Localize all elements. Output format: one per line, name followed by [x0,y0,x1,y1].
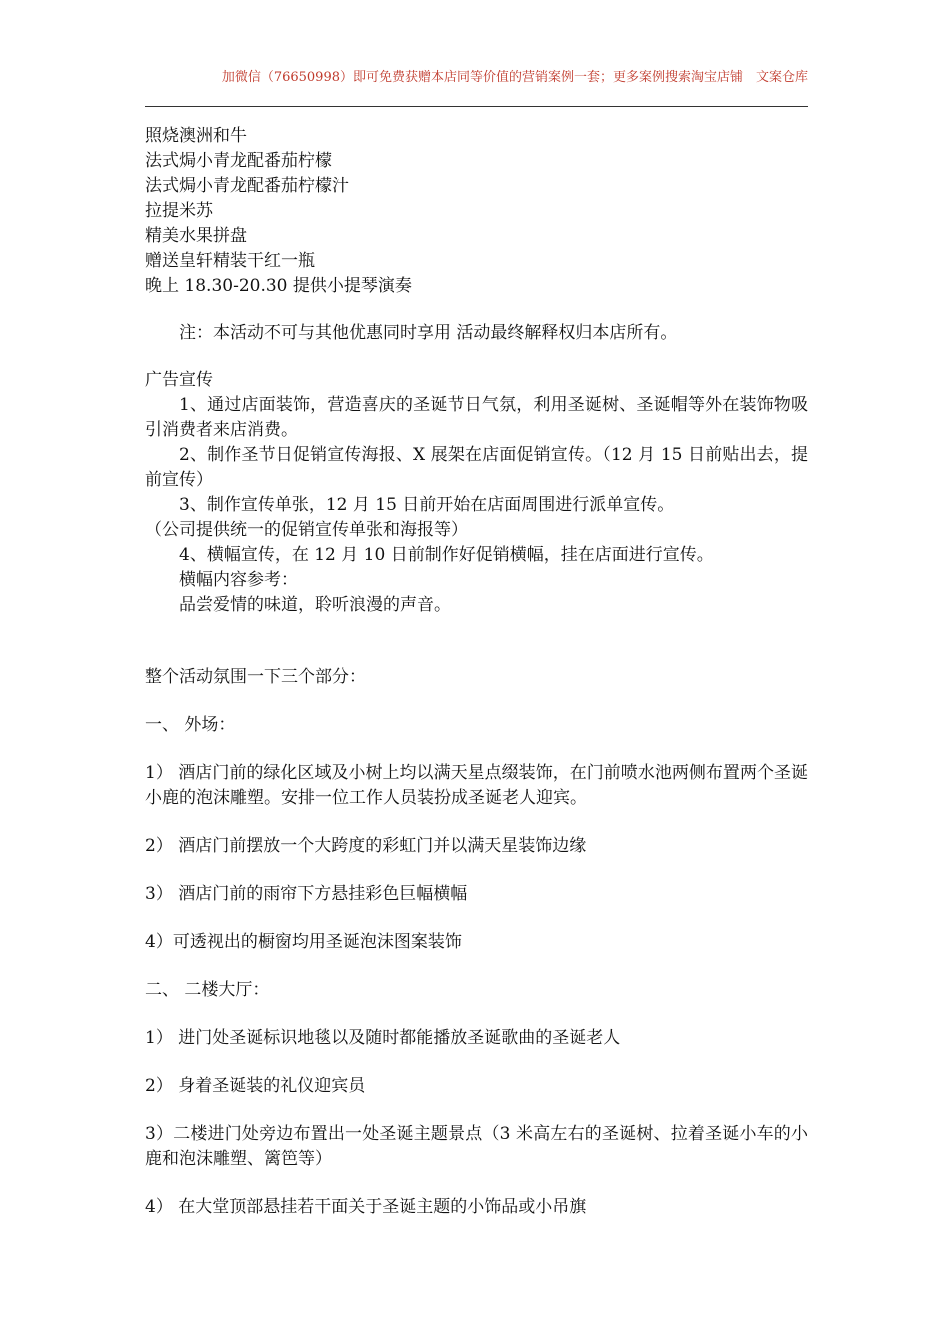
ad-item: 2、制作圣节日促销宣传海报、X 展架在店面促销宣传。（12 月 15 日前贴出去，提前宣传） [145,445,808,490]
list-item: 3）二楼进门处旁边布置出一处圣诞主题景点（3 米高左右的圣诞树、拉着圣诞小车的小鹿和泡沫雕塑、篱笆等） [145,1124,808,1169]
section-title: 二、 二楼大厅： [145,980,270,1000]
disclaimer-note: 注：本活动不可与其他优惠同时享用 活动最终解释权归本店所有。 [179,323,678,343]
ad-heading: 广告宣传 [145,370,213,390]
list-item: 2） 身着圣诞装的礼仪迎宾员 [145,1076,366,1096]
banner-text: 品尝爱情的味道，聆听浪漫的声音。 [179,595,451,615]
ad-item: 4、横幅宣传，在 12 月 10 日前制作好促销横幅，挂在店面进行宣传。 [179,545,714,565]
list-item: 4） 在大堂顶部悬挂若干面关于圣诞主题的小饰品或小吊旗 [145,1197,587,1217]
menu-item: 法式焗小青龙配番茄柠檬 [145,151,332,171]
menu-item: 赠送皇轩精装干红一瓶 [145,251,315,271]
menu-item: 法式焗小青龙配番茄柠檬汁 [145,176,349,196]
menu-item: 照烧澳洲和牛 [145,126,247,146]
list-item: 3） 酒店门前的雨帘下方悬挂彩色巨幅横幅 [145,884,468,904]
section-title: 一、 外场： [145,715,236,735]
document-body [145,124,808,1220]
menu-item: 拉提米苏 [145,201,213,221]
list-item: 1） 进门处圣诞标识地毯以及随时都能播放圣诞歌曲的圣诞老人 [145,1028,621,1048]
page-header: 加微信（76650998）即可免费获赠本店同等价值的营销案例一套；更多案例搜索淘宝店铺 文案仓库 [221,70,808,85]
list-item: 4）可透视出的橱窗均用圣诞泡沫图案装饰 [145,932,462,952]
ad-item: 3、制作宣传单张，12 月 15 日前开始在店面周围进行派单宣传。 [179,495,675,515]
list-item: 1） 酒店门前的绿化区域及小树上均以满天星点缀装饰，在门前喷水池两侧布置两个圣诞小鹿的泡沫雕塑。安排一位工作人员装扮成圣诞老人迎宾。 [145,763,808,808]
atmosphere-intro: 整个活动氛围一下三个部分： [145,667,366,687]
menu-item: 晚上 18.30-20.30 提供小提琴演奏 [145,276,412,296]
ad-item-note: （公司提供统一的促销宣传单张和海报等） [145,520,468,540]
header-divider [145,106,808,107]
banner-label: 横幅内容参考： [179,570,298,590]
menu-item: 精美水果拼盘 [145,226,247,246]
ad-item: 1、通过店面装饰，营造喜庆的圣诞节日气氛，利用圣诞树、圣诞帽等外在装饰物吸引消费者来店消费。 [145,395,808,440]
list-item: 2） 酒店门前摆放一个大跨度的彩虹门并以满天星装饰边缘 [145,836,587,856]
